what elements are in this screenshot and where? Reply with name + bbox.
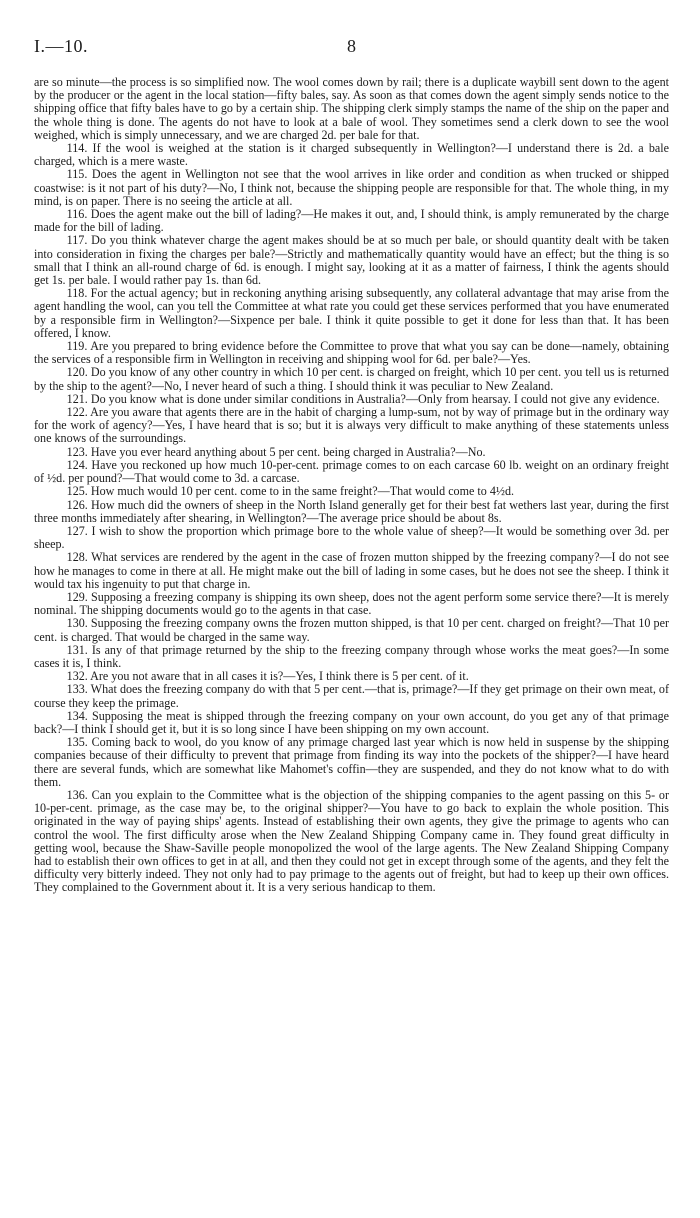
- question-123: 123. Have you ever heard anything about 5 per cent. being charged in Australia?—No.: [66, 444, 486, 459]
- question-127: 127. I wish to show the proportion which primage bore to the whole value of sheep?—It would be something over 3d. per sheep.: [34, 523, 669, 552]
- question-119: 119. Are you prepared to bring evidence before the Committee to prove that what you say can be done—namely, obtaining the services of a responsible firm in Wellington in receiving and shipping wool for 6d. per bale?—Yes.: [34, 339, 669, 367]
- document-body: [34, 76, 669, 895]
- question-126: 126. How much did the owners of sheep in the North Island generally get for their best fat wethers last year, during the first three months immediately after shearing, in Wellington?—The average price should be about 8s.: [34, 497, 669, 525]
- question-134: 134. Supposing the meat is shipped through the freezing company on your own account, do you get any of that primage back?—I think I should get it, but it is so long since I have been shipping on my own account.: [34, 708, 669, 736]
- question-130: 130. Supposing the freezing company owns the frozen mutton shipped, is that 10 per cent. charged on freight?—That 10 per cent. is charged. That would be charged in the same way.: [34, 616, 669, 644]
- question-128: 128. What services are rendered by the agent in the case of frozen mutton shipped by the freezing company?—I do not see how he manages to come in there at all. He might make out the bill of lading in some cases, but he does not see the sheep. I think it would tax his ingenuity to put that charge in.: [34, 550, 669, 591]
- question-114: 114. If the wool is weighed at the station is it charged subsequently in Wellington?—I understand there is 2d. a bale charged, which is a mere waste.: [34, 141, 669, 169]
- continuation-paragraph: are so minute—the process is so simplified now. The wool comes down by rail; there is a duplicate waybill sent down to the agent by the producer or the agent in the local station—fifty bales, say. As soon as that comes down the agent simply sends notice to the shipping office that fifty bales have to go by a certain ship. The shipping clerk simply stamps the name of the ship on the paper and the whole thing is done. The agents do not have to look at a bale of wool. They sometimes send a clerk down to see the wool weighed, which is simply unnecessary, and we are charged 2d. per bale for that.: [34, 75, 669, 142]
- question-120: 120. Do you know of any other country in which 10 per cent. is charged on freight, which 10 per cent. you tell us is returned by the ship to the agent?—No, I never heard of such a thing. I should think it was peculiar to New Zealand.: [34, 365, 669, 393]
- question-116: 116. Does the agent make out the bill of lading?—He makes it out, and, I should think, is amply remunerated by the charge made for the bill of lading.: [34, 207, 669, 235]
- question-121: 121. Do you know what is done under similar conditions in Australia?—Only from hearsay. I could not give any evidence.: [66, 391, 660, 406]
- question-136: 136. Can you explain to the Committee what is the objection of the shipping companies to the agent passing on this 5- or 10-per-cent. primage, as the case may be, to the original shipper?—You have to go back to explain the whole position. This originated in the way of paying ships' agents. Instead of establishing their own agents, they give the primage to agents who can control the wool. The first difficulty arose when the New Zealand Shipping Company came in. They found great difficulty in getting wool, because the Shaw-Saville people monopolized the wool of the large agents. The New Zealand Shipping Company had to establish their own offices to get in at all, and then they could not get in except through some of the agents, and they felt the difficulty very bitterly indeed. They not only had to pay primage to the agents out of freight, but had to keep up their own offices. They complained to the Government about it. It is a very serious handicap to them.: [34, 787, 669, 895]
- question-125: 125. How much would 10 per cent. come to in the same freight?—That would come to 4½d.: [66, 484, 515, 499]
- question-133: 133. What does the freezing company do with that 5 per cent.—that is, primage?—If they get primage on their own meat, of course they keep the primage.: [34, 682, 669, 710]
- question-129: 129. Supposing a freezing company is shipping its own sheep, does not the agent perform some service there?—It is merely nominal. The shipping documents would go to the agents in that case.: [34, 589, 669, 618]
- question-135: 135. Coming back to wool, do you know of any primage charged last year which is now held in suspense by the shipping companies because of their difficulty to prevent that primage from finding its way into the pockets of the shipper?—I have heard there are several funds, which are somewhat like Mahomet's coffin—they are suspended, and they do not know what to do with them.: [34, 735, 669, 789]
- document-reference: I.—10.: [34, 36, 88, 56]
- question-115: 115. Does the agent in Wellington not see that the wool arrives in like order and condition as when trucked or shipped coastwise: is it not part of his duty?—No, I think not, because the shipping people are responsible for that. The whole thing, in my mind, is on paper. There is no seeing the article at all.: [34, 167, 669, 208]
- question-132: 132. Are you not aware that in all cases it is?—Yes, I think there is 5 per cent. of it.: [66, 669, 469, 684]
- question-122: 122. Are you aware that agents there are in the habit of charging a lump-sum, not by way of primage but in the ordinary way for the work of agency?—Yes, I have heard that is so; but it is always very difficult to make anything of these statements unless one knows of the surroundings.: [34, 405, 669, 446]
- question-124: 124. Have you reckoned up how much 10-per-cent. primage comes to on each carcase 60 lb. weight on an ordinary freight of ½d. per pound?—That would come to 3d. a carcase.: [34, 457, 669, 486]
- question-131: 131. Is any of that primage returned by the ship to the freezing company through whose works the meat goes?—In some cases it is, I think.: [34, 642, 669, 670]
- question-117: 117. Do you think whatever charge the agent makes should be at so much per bale, or should quantity dealt with be taken into consideration in fixing the charges per bale?—Strictly and mathematically quantity would have an effect; but the thing is so small that I think an all-round charge of 6d. is enough. I might say, looking at it as a matter of fairness, I think the agents should get 1s. per bale. I would rather pay 1s. than 6d.: [34, 233, 669, 288]
- question-118: 118. For the actual agency; but in reckoning anything arising subsequently, any collateral advantage that may arise from the agent handling the wool, can you tell the Committee at what rate you could get these services performed that you have enumerated by a responsible firm in Wellington?—Sixpence per bale. I think it quite possible to get it done for less than that. It has been offered, I know.: [34, 286, 669, 340]
- page-header: [34, 36, 669, 66]
- page-number: 8: [347, 36, 356, 56]
